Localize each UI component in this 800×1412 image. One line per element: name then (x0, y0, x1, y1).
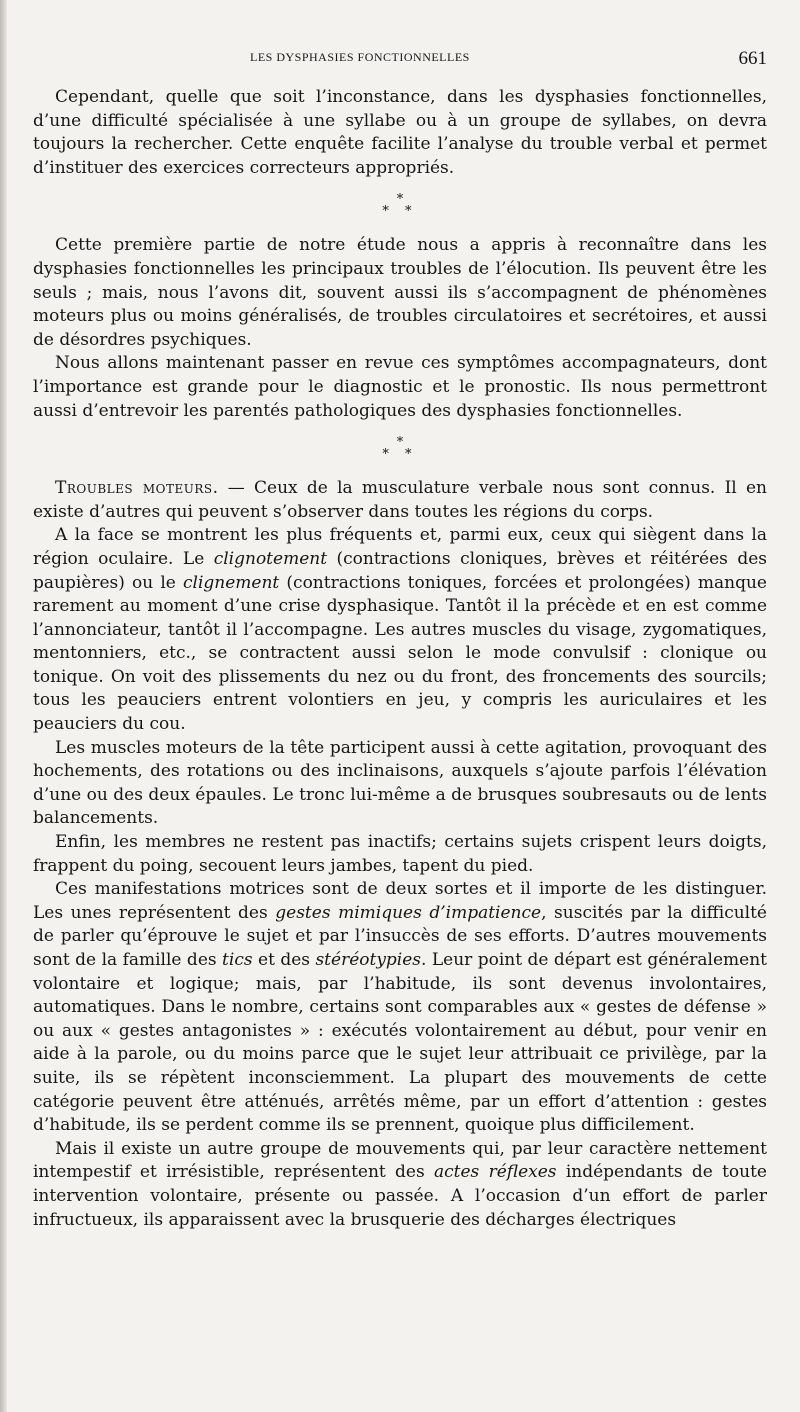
asterism-bottom: * * (382, 204, 418, 220)
paragraph-4-text: — Ceux de la musculature verbale nous sont connus. Il en existe d’autres qui peuvent s’observer dans toutes les régions du corps. (33, 478, 767, 522)
text-run: A la face se montrent les plus fréquents et, parmi eux, ceux qui siègent dans la région oculaire. Le (33, 525, 767, 569)
text-run: (contractions toniques, forcées et prolongées) manque rarement au moment d’une crise dysphasique. Tantôt il la précède et en est comme l’annonciateur, tantôt il l’accompagne. Les autres muscles du visage, zygomatiques, mentonniers, etc., se contractent aussi selon le mode convulsif : clonique ou tonique. On voit des plissements du nez ou du front, des froncements des sourcils; tous les peauciers entrent volontiers en jeu, y compris les auriculaires et les peauciers du cou. (33, 572, 767, 735)
italic-term: clignotement (213, 548, 328, 569)
paragraph-5 (33, 524, 767, 736)
section-heading: Troubles moteurs. (55, 478, 219, 499)
body-text (33, 86, 767, 1232)
paragraph-2: Cette première partie de notre étude nous a appris à reconnaître dans les dysphasies fonctionnelles les principaux troubles de l’élocution. Ils peuvent être les seuls ; mais, nous l’avons dit, souvent aussi ils s’accompagnent de phénomènes moteurs plus ou moins généralisés, de troubles circulatoires et secrétoires, et aussi de désordres psychiques. (33, 235, 767, 350)
paragraph-7: Enfin, les membres ne restent pas inactifs; certains sujets crispent leurs doigts, frappent du poing, secouent leurs jambes, tapent du pied. (33, 832, 767, 876)
paragraph-9 (33, 1138, 767, 1232)
asterism-separator-1 (33, 194, 767, 218)
italic-term: actes réflexes (434, 1162, 557, 1183)
binding-edge (0, 0, 7, 1412)
asterism-separator-2 (33, 437, 767, 461)
asterism-bottom: * * (382, 447, 418, 463)
paragraph-6: Les muscles moteurs de la tête participent aussi à cette agitation, provoquant des hochements, des rotations ou des inclinaisons, auxquels s’ajoute parfois l’élévation d’une ou des deux épaules. Le tronc lui-même a de brusques soubresauts ou de lents balancements. (33, 737, 767, 829)
text-run: . Leur point de départ est généralement volontaire et logique; mais, par l’habitude, ils sont devenus involontaires, automatiques. Dans le nombre, certains sont comparables aux « gestes de défense » ou aux « gestes antagonistes » : exécutés volontairement au début, pour venir en aide à la parole, ou du moins parce que le sujet leur attribuait ce privilège, par la suite, ils se répètent inconsciemment. La plupart des mouvements de cette catégorie peuvent être atténués, arrêtés même, par un effort d’attention : gestes d’habitude, ils se perdent comme ils se prennent, quoique plus difficilement. (33, 950, 767, 1136)
text-run: (contractions cloniques, brèves et réitérées des paupières) ou le (33, 548, 768, 593)
italic-term: clignement (183, 572, 280, 593)
paragraph-3: Nous allons maintenant passer en revue ces symptômes accompagnateurs, dont l’importance est grande pour le diagnostic et le pronostic. Ils nous permettront aussi d’entrevoir les parentés pathologiques des dysphasies fonctionnelles. (33, 353, 767, 421)
text-run: Mais il existe un autre groupe de mouvements qui, par leur caractère nettement intempestif et irrésistible, représentent des (33, 1138, 767, 1183)
text-run: indépendants de toute intervention volontaire, présente ou passée. A l’occasion d’un effort de parler infructueux, ils apparaissent avec la brusquerie des décharges électriques (33, 1162, 767, 1230)
asterism-top: * (396, 435, 404, 451)
text-run: et des (252, 950, 316, 970)
paragraph-4 (33, 477, 767, 524)
page-number: 661 (738, 48, 767, 69)
italic-term: stéréotypies (315, 950, 422, 970)
italic-term: tics (222, 950, 253, 970)
italic-term: gestes mimiques d’impatience (275, 902, 542, 923)
running-head (33, 48, 767, 70)
asterism-top: * (396, 192, 404, 208)
running-title: LES DYSPHASIES FONCTIONNELLES (250, 50, 470, 64)
paragraph-8 (33, 878, 767, 1138)
text-run: Ces manifestations motrices sont de deux sortes et il importe de les distinguer. Les unes représentent des (33, 879, 767, 923)
paragraph-1: Cependant, quelle que soit l’inconstance, dans les dysphasies fonctionnelles, d’une difficulté spécialisée à une syllabe ou à un groupe de syllabes, on devra toujours la rechercher. Cette enquête facilite l’analyse du trouble verbal et permet d’instituer des exercices correcteurs appropriés. (33, 87, 767, 178)
text-run: , suscités par la difficulté de parler qu’éprouve le sujet et par l’insuccès de ses efforts. D’autres mouvements sont de la famille des (33, 902, 767, 970)
